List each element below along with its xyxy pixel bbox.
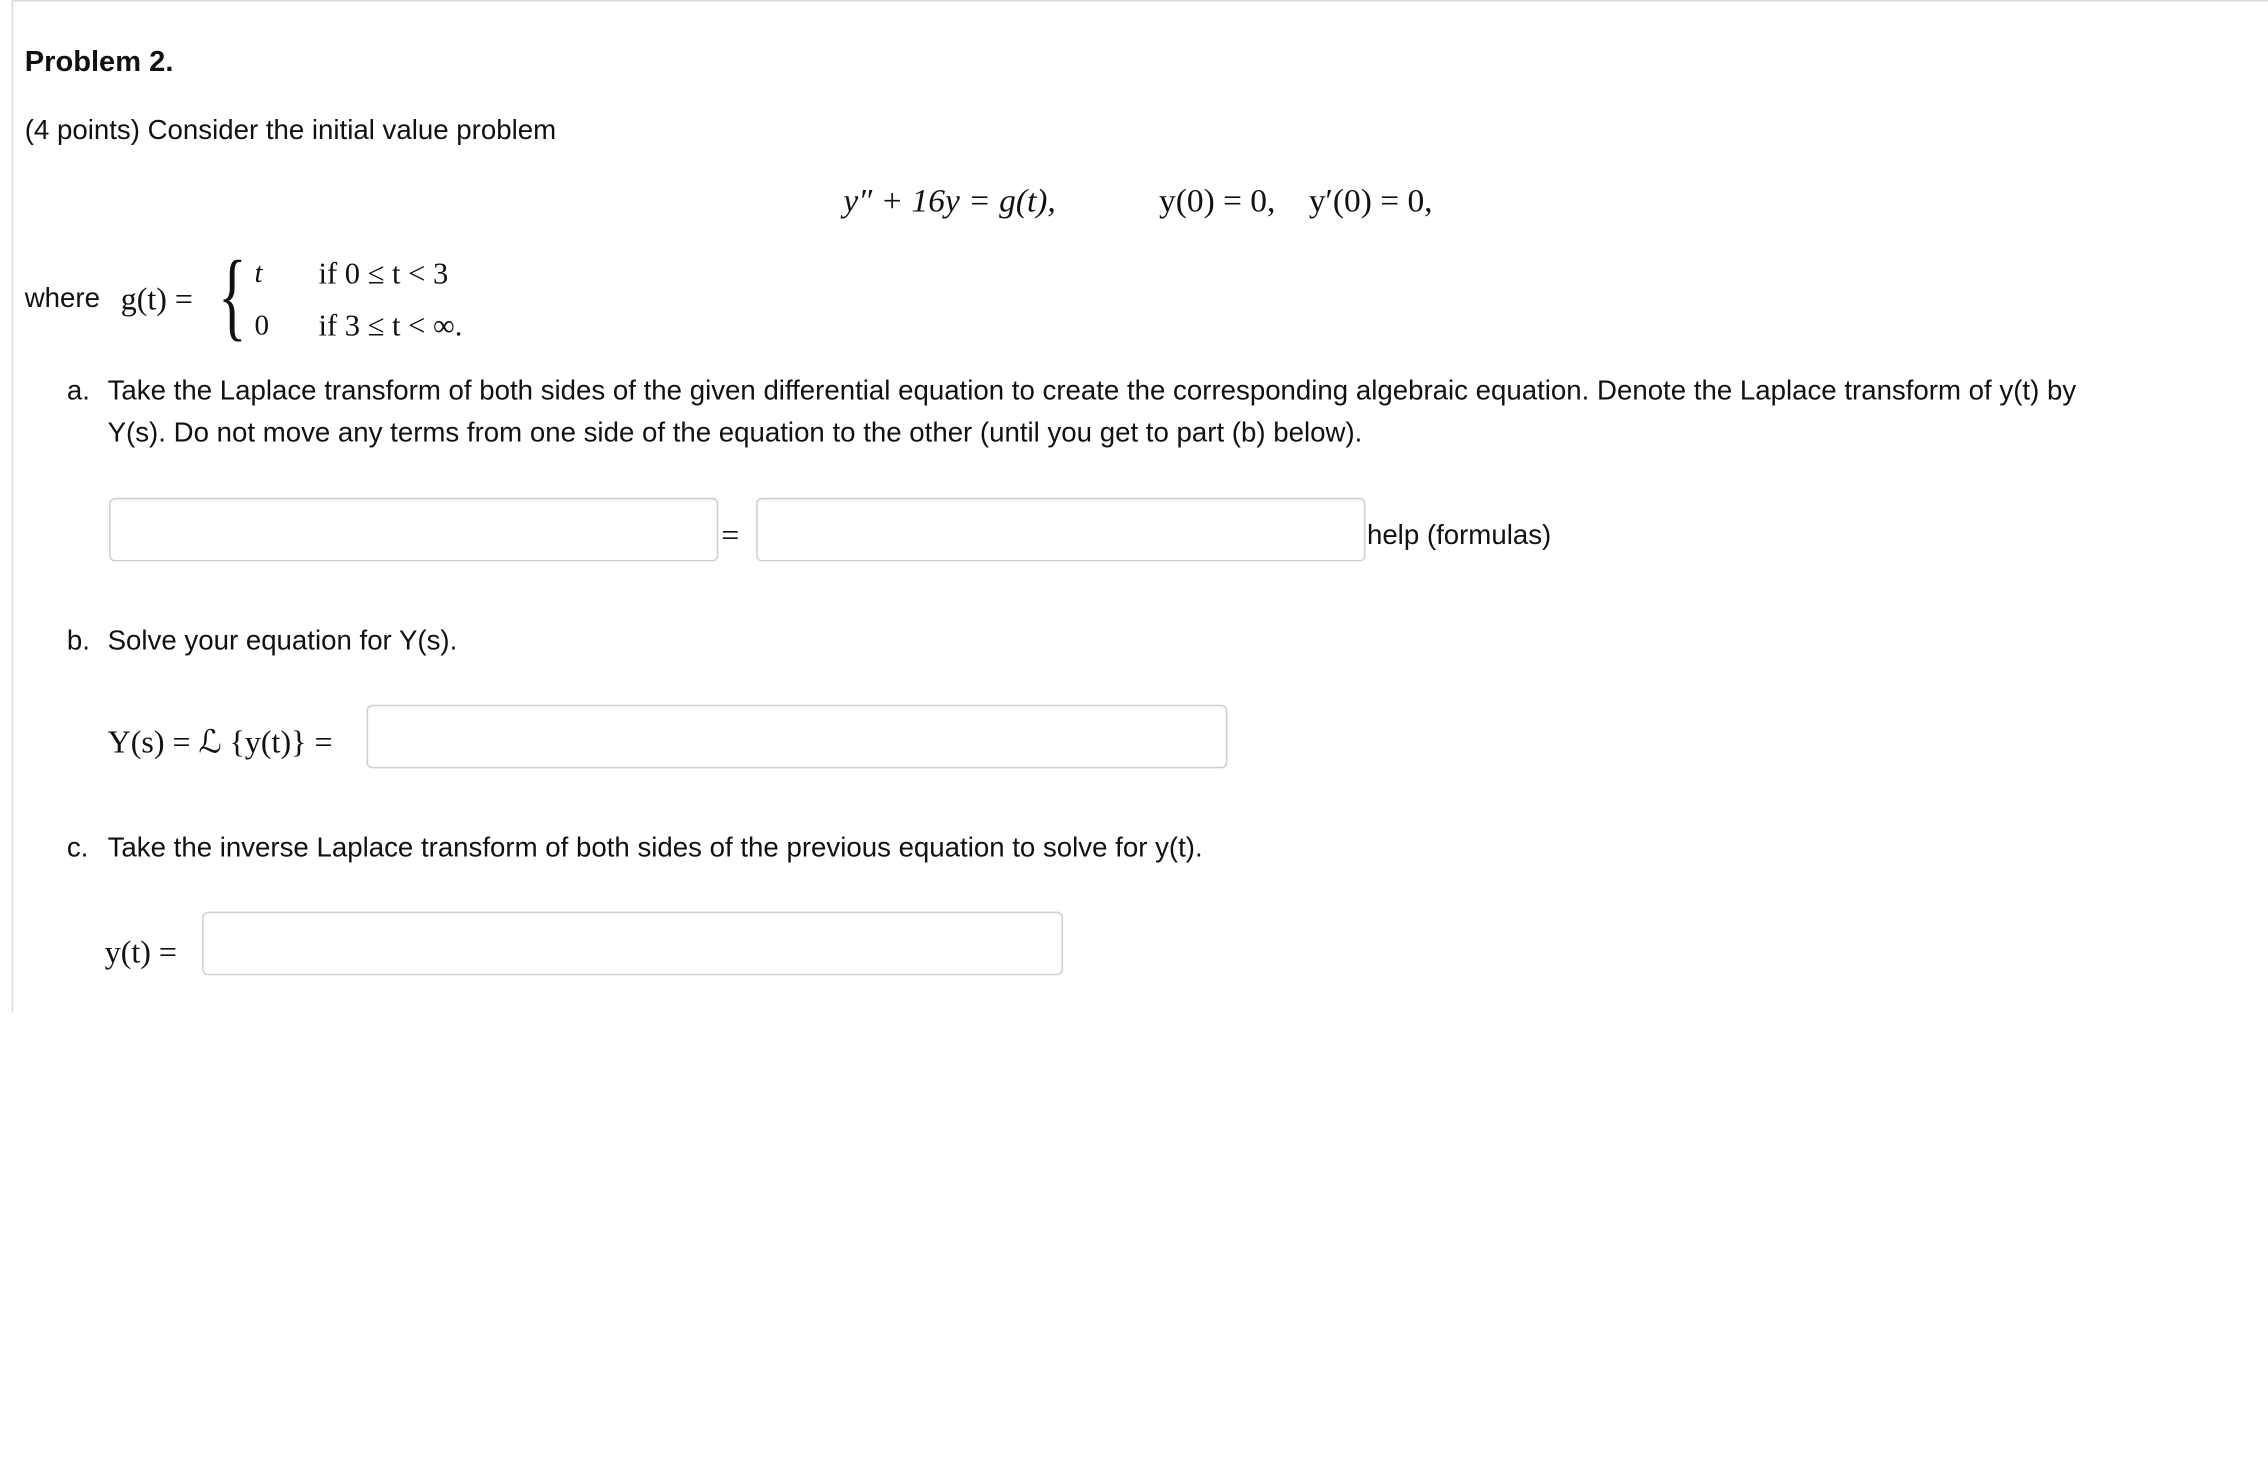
part-a-equals-sign: = bbox=[721, 516, 740, 553]
part-c-text: Take the inverse Laplace transform of both sides of the previous equation to solve for y(t). bbox=[107, 833, 1203, 864]
part-a-rhs-input[interactable] bbox=[756, 498, 1365, 562]
case-2-condition: if 3 ≤ t < ∞. bbox=[318, 308, 463, 343]
part-a-text-line1: Take the Laplace transform of both sides of the given differential equation to create the corresponding algebraic equation. Denote the Laplace transform of y(t) by bbox=[107, 376, 2077, 407]
part-c-label: y(t) = bbox=[104, 933, 177, 970]
part-b-answer-input[interactable] bbox=[366, 705, 1227, 769]
part-c-letter: c. bbox=[66, 833, 89, 864]
part-b-text: Solve your equation for Y(s). bbox=[107, 626, 458, 657]
part-a-lhs-input[interactable] bbox=[109, 498, 718, 562]
case-1-value: t bbox=[254, 257, 263, 290]
part-a-letter: a. bbox=[66, 376, 90, 407]
help-formulas-link[interactable]: help (formulas) bbox=[1366, 520, 1552, 552]
problem-intro: (4 points) Consider the initial value problem bbox=[24, 115, 557, 147]
part-b-letter: b. bbox=[66, 626, 90, 657]
part-a-text-line2: Y(s). Do not move any terms from one side of the equation to the other (until you get to part (b) below). bbox=[107, 418, 1363, 449]
where-label: where bbox=[24, 283, 100, 314]
g-definition-label: g(t) = bbox=[120, 280, 193, 317]
initial-conditions: y(0) = 0, y′(0) = 0, bbox=[1158, 182, 1433, 219]
left-brace-icon: { bbox=[218, 240, 247, 351]
case-2-value: 0 bbox=[254, 309, 270, 342]
part-c-answer-input[interactable] bbox=[202, 912, 1063, 976]
part-b-label: Y(s) = ℒ {y(t)} = bbox=[107, 723, 333, 760]
problem-title: Problem 2. bbox=[24, 46, 174, 79]
differential-equation: y″ + 16y = g(t), bbox=[843, 182, 1056, 219]
case-1-condition: if 0 ≤ t < 3 bbox=[318, 256, 449, 291]
